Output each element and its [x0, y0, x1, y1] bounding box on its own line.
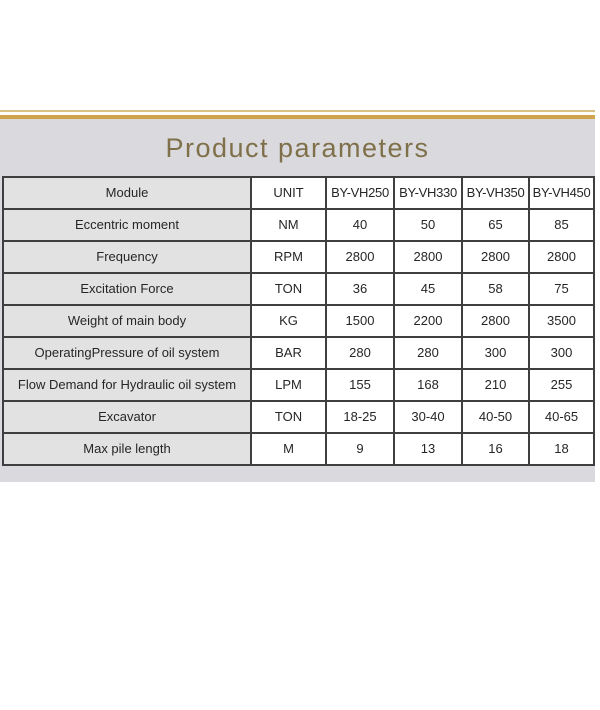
table-row — [3, 433, 594, 465]
value-cell: 210 — [462, 369, 529, 401]
value-cell: 50 — [394, 209, 462, 241]
row-label-cell: Weight of main body — [3, 305, 251, 337]
header-cell-model: BY-VH450 — [529, 177, 594, 209]
product-parameters-block — [0, 110, 595, 482]
value-cell: 30-40 — [394, 401, 462, 433]
unit-cell: NM — [251, 209, 326, 241]
value-cell: 58 — [462, 273, 529, 305]
value-cell: 40-65 — [529, 401, 594, 433]
row-label-cell: OperatingPressure of oil system — [3, 337, 251, 369]
value-cell: 75 — [529, 273, 594, 305]
unit-cell: BAR — [251, 337, 326, 369]
row-label-cell: Excitation Force — [3, 273, 251, 305]
table-row — [3, 209, 594, 241]
value-cell: 2800 — [462, 305, 529, 337]
header-row — [3, 177, 594, 209]
row-label-cell: Eccentric moment — [3, 209, 251, 241]
header-cell-module: Module — [3, 177, 251, 209]
value-cell: 168 — [394, 369, 462, 401]
value-cell: 300 — [529, 337, 594, 369]
value-cell: 13 — [394, 433, 462, 465]
value-cell: 18 — [529, 433, 594, 465]
value-cell: 1500 — [326, 305, 394, 337]
header-cell-model: BY-VH330 — [394, 177, 462, 209]
table-row — [3, 369, 594, 401]
row-label-cell: Max pile length — [3, 433, 251, 465]
header-cell-model: BY-VH350 — [462, 177, 529, 209]
value-cell: 2800 — [529, 241, 594, 273]
value-cell: 280 — [326, 337, 394, 369]
header-cell-model: BY-VH250 — [326, 177, 394, 209]
page-title: Product parameters — [165, 133, 430, 163]
table-row — [3, 241, 594, 273]
table-row — [3, 401, 594, 433]
value-cell: 45 — [394, 273, 462, 305]
unit-cell: KG — [251, 305, 326, 337]
value-cell: 18-25 — [326, 401, 394, 433]
header-cell-unit: UNIT — [251, 177, 326, 209]
value-cell: 2800 — [326, 241, 394, 273]
value-cell: 40-50 — [462, 401, 529, 433]
value-cell: 36 — [326, 273, 394, 305]
unit-cell: TON — [251, 401, 326, 433]
unit-cell: LPM — [251, 369, 326, 401]
value-cell: 9 — [326, 433, 394, 465]
row-label-cell: Excavator — [3, 401, 251, 433]
unit-cell: RPM — [251, 241, 326, 273]
value-cell: 85 — [529, 209, 594, 241]
value-cell: 16 — [462, 433, 529, 465]
row-label-cell: Frequency — [3, 241, 251, 273]
value-cell: 40 — [326, 209, 394, 241]
parameters-table — [2, 176, 595, 466]
row-label-cell: Flow Demand for Hydraulic oil system — [3, 369, 251, 401]
table-row — [3, 305, 594, 337]
table-row — [3, 337, 594, 369]
value-cell: 280 — [394, 337, 462, 369]
value-cell: 155 — [326, 369, 394, 401]
product-parameters-section — [0, 119, 595, 482]
value-cell: 2800 — [462, 241, 529, 273]
table-row — [3, 273, 594, 305]
unit-cell: TON — [251, 273, 326, 305]
unit-cell: M — [251, 433, 326, 465]
value-cell: 300 — [462, 337, 529, 369]
value-cell: 65 — [462, 209, 529, 241]
value-cell: 3500 — [529, 305, 594, 337]
value-cell: 255 — [529, 369, 594, 401]
value-cell: 2200 — [394, 305, 462, 337]
value-cell: 2800 — [394, 241, 462, 273]
